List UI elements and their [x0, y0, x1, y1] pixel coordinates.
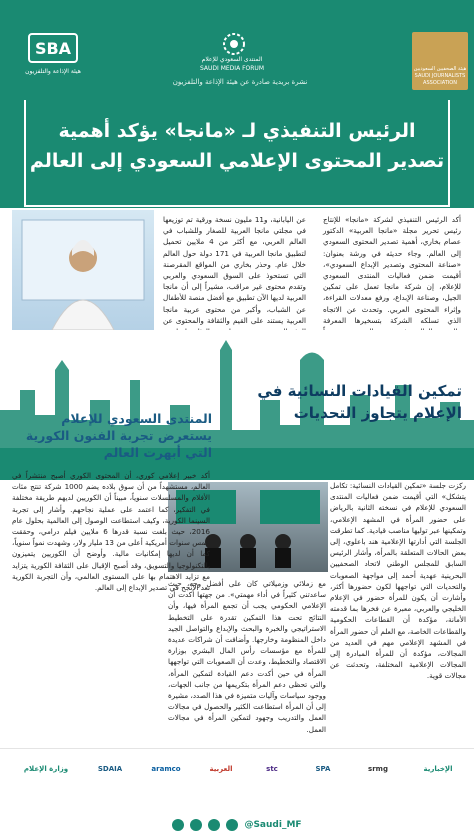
- forum-title-en: SAUDI MEDIA FORUM: [200, 65, 264, 72]
- forum-title-ar: المنتدى السعودي للإعلام: [201, 56, 263, 63]
- article-column-middle: عن اليابانية، و11 مليون نسخة ورقية تم توزيعها في مجلتي مانجا العربية للصغار وللشباب في العالم العربي، مع أكثر من 4 ملايين تحميل لتطبيق مانجا العربية في 171 دولة حول العالم خلال عام. وحذر بخاري من المواقع المقرصنة التي تستحوذ على السوق السعودي والعربي وتقدم محتوى غير مراقب، مشيراً إلى أن مانجا العربية لديها الآن تطبيق مع أفضل منصة للأطفال عن الشباب، وأكبر من محتوى عربية مانجا العربية يستند على القيم والثقافة والمحتوى عن: [163, 215, 307, 325]
- forum-title: [172, 55, 292, 73]
- sponsor-logo-4[interactable]: stc: [266, 765, 278, 773]
- women-column-right: ركزت جلسة «تمكين القيادات النسائية: تكامل يتشكل» التي أقيمت ضمن فعاليات المنتدى السعودي للإعلام في نسخته الثانية بالرياض على حضور المرأة في المشهد الإعلامي، وتمكينها عبر توليها مناصب قيادية. كما تطرقت الجلسة التي أدارتها الإعلامية هند باعلوي، إلى بعض الحالات المتعلقة بالمرأة، وأشار الرئيس السابق للمجلس الوطني لاتحاد الصحفيين البحرينية عهدية أحمد إلى مواجهة الصعوبات والتحديات التي تواجهها لكون حضورها أكثر، وأشارت أن يكون للمرأة حضور في الإعلام الخليجي والعربي، معبرة عن فخرها بما قدمته الأمانة، مؤكدة أن القطاعات الحكومية والقطاعات الخاصة، مع العلم أن حضور المرأة في المشهد الإعلامي مهم في العديد من المجالات، مؤكدة أن للمرأة المبادرة إلى المجالات الإعلامية المختلفة، وتحدثت عن مجالات قوية.: [330, 481, 466, 681]
- sponsor-logo-6[interactable]: aramco: [151, 765, 181, 773]
- social-handle[interactable]: @Saudi_MF: [244, 819, 302, 830]
- sponsor-logo-3[interactable]: SPA: [315, 765, 331, 773]
- women-leadership-title: تمكين القيادات النسائية في الإعلام يتجاوز التحديات: [257, 382, 462, 422]
- youtube-icon[interactable]: [226, 819, 238, 831]
- sponsor-logo-2[interactable]: srmg: [368, 765, 388, 773]
- korea-section-title: المنتدى السعودي للإعلام يستعرض تجربة الفنون الكورية التي أبهرت العالم: [25, 411, 212, 460]
- sponsor-logo-1[interactable]: الإخبارية: [423, 765, 453, 773]
- twitter-icon[interactable]: [172, 819, 184, 831]
- social-bar: [0, 812, 474, 837]
- sba-logo[interactable]: SBA: [28, 33, 78, 63]
- korea-body: أكد خبير إعلامي كوري، أن المحتوى الكوري أصبح منتشراً في العالم، مستشهداً من أن سوق بلاده يضم 1000 شركة تنتج مئات الأفلام والمسلسلات سنوياً، مبيناً أن الكوريين لديهم طريقة مختلفة في التفكير، كما اعتمد على عملية نجاحهم. وأشار إلى تجربة السينما الكورية، وكيف استطاعت الوصول إلى العالمية بحلول عام 2016، حيث بلغت نسبة قدرها 6 ملايين فيلم درامي، وحققت خمس سنوات أمريكية أعلى من 13 مليار ولار، وشهدت نمواً سنوياً، كما أن لديها إمكانيات مالية. وأوضح أن الكوريين يتميزون بالتكنولوجيا والتسويق، وقد أصبح الإقبال على الثقافة الكورية يتزايد مع تزايد الاهتمام بها على المستوى العالمي، وأن التجربة الكورية تعد الأنجح في تصدير الإبداع إلى العالم.: [12, 471, 210, 593]
- article-column-right: أكد الرئيس التنفيذي لشركة «مانجا» للإنتاج رئيس تحرير مجلة «مانجا العربية» الدكتور عصام بخاري، أهمية تصدير المحتوى السعودي إلى العالم. وجاء حديثه في ورشة بعنوان: «صناعة المحتوى وتصدير الإبداع السعودي»، أقيمت ضمن فعاليات المنتدى السعودي للإعلام، إن شركة مانجا تعمل على تمكين الجيل، وصناعة الإبداع، ورفع معدلات القراءة، وإثراء المحتوى العربي. وتحدث عن الاتجاه الذي تسلكه الشركة بتسخيرها المعرفة: [323, 215, 461, 325]
- sponsor-logo-5[interactable]: العربية: [209, 765, 233, 773]
- instagram-icon[interactable]: [190, 819, 202, 831]
- association-text: هيئة الصحفيين السعوديين SAUDI JOURNALISTS ASSOCIATION: [413, 66, 467, 86]
- headline-line-2: تصدير المحتوى الإعلامي السعودي إلى العالم: [29, 150, 445, 172]
- sba-subtitle: هيئة الإذاعة والتلفزيون: [25, 68, 81, 75]
- women-column-middle: مع زملائي وزميلاتي كان على أفضل وجه، حيث ساعدتني كثيراً في أداء مهمتي». من جهتها أكدت أن الإعلامي الحكومي يجب أن تجمع المرأة فيها، وأن النتائج تحت هذا التمكين تقدرة على التخطيط الاستراتيجي والخبرة والبحث والإبداع والتواصل الجيد داخل المنظومة وخارجها. وأضافت أن شراكات عديدة للمرأة مع مؤسسات رأس المال البشري بوزارة الاقتصاد والتخطيط، وعدت أن الصعوبات التي تواجهها المرأة في حين أكدت دعم القيادة لتمكين المرأة، والتي تحظى دعم المرأة بتكريمها من جانب الجهات، ووجود سياسات وآليات متميزة في هذا الصدد، مشيرة إلى أن المرأة استطاعت الكثير والحصول في مجالات العمل والتدريب وجهود لتمكين المرأة في مجالات العمل.: [168, 579, 326, 734]
- speaker-photo: [12, 210, 154, 330]
- headline-line-1: الرئيس التنفيذي لـ «مانجا» يؤكد أهمية: [58, 120, 416, 142]
- speaker-figure-icon: [12, 210, 154, 330]
- sponsor-logo-8[interactable]: وزارة الإعلام: [23, 765, 69, 773]
- header-tagline: نشرة بريدية صادرة عن هيئة الإذاعة والتلفزيون: [172, 78, 308, 86]
- sponsor-logo-7[interactable]: SDAIA: [97, 765, 123, 773]
- snapchat-icon[interactable]: [208, 819, 220, 831]
